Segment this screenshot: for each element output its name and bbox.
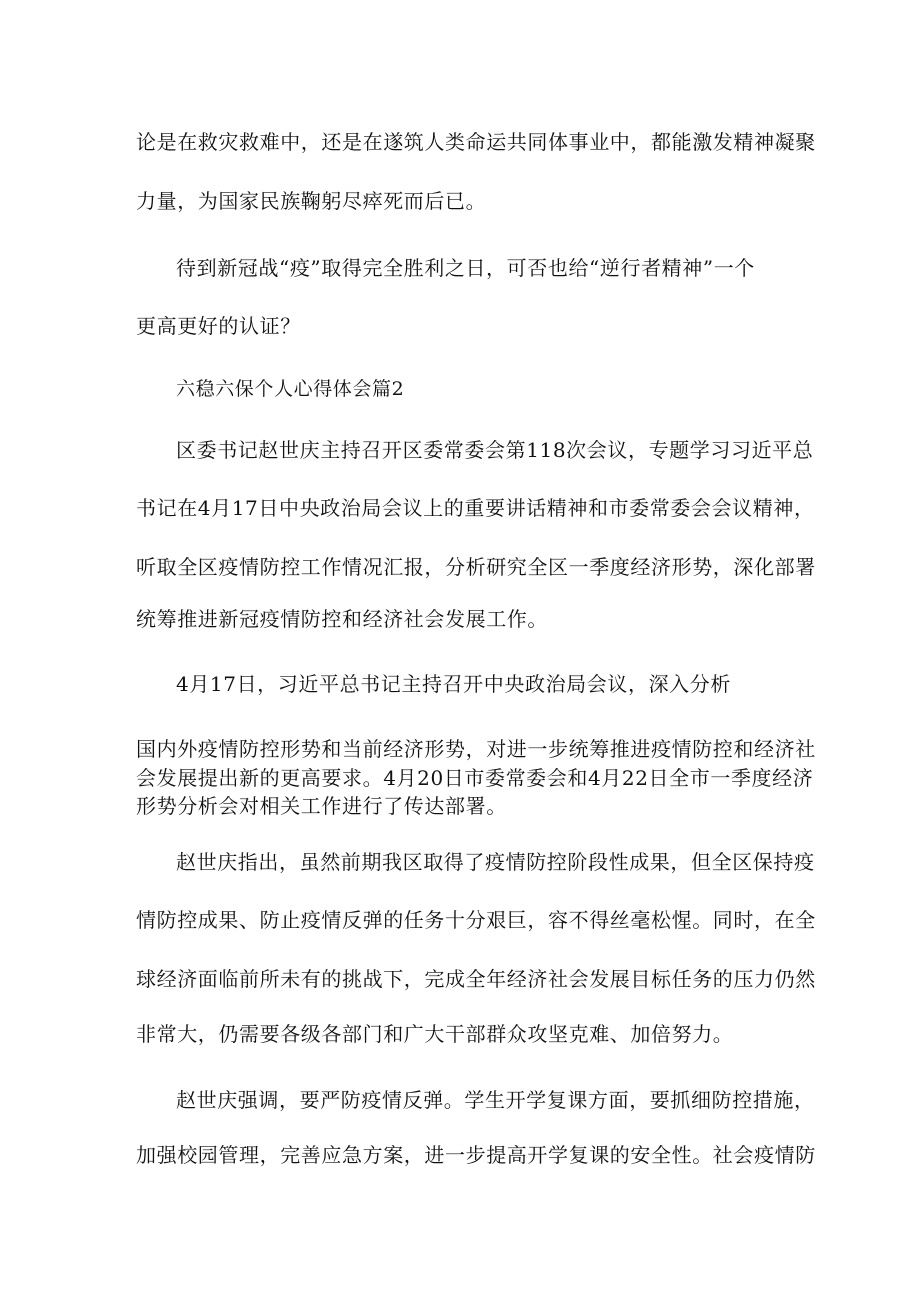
paragraph-3-line-2: 书记在4月17日中央政治局会议上的重要讲话精神和市委常委会会议精神， — [136, 496, 815, 520]
section-heading: 六稳六保个人心得体会篇2 — [176, 378, 405, 400]
paragraph-5-line-2: 会发展提出新的更高要求。4月20日市委常委会和4月22日全市一季度经济 — [136, 766, 814, 790]
paragraph-5-line-1: 国内外疫情防控形势和当前经济形势，对进一步统筹推进疫情防控和经济社 — [136, 737, 816, 761]
paragraph-7-line-1: 赵世庆强调，要严防疫情反弹。学生开学复课方面，要抓细防控措施， — [176, 1088, 815, 1112]
paragraph-5-line-3: 形势分析会对相关工作进行了传达部署。 — [136, 794, 507, 818]
paragraph-3-line-4: 统筹推进新冠疫情防控和经济社会发展工作。 — [136, 607, 548, 631]
paragraph-6-line-4: 非常大，仍需要各级各部门和广大干部群众攻坚克难、加倍努力。 — [136, 1022, 734, 1046]
paragraph-1-line-1: 论是在救灾救难中，还是在遂筑人类命运共同体事业中，都能激发精神凝聚 — [136, 130, 816, 154]
paragraph-6-line-2: 情防控成果、防止疫情反弹的任务十分艰巨，容不得丝毫松惺。同时，在全 — [136, 908, 816, 932]
paragraph-4-line-1: 4月17日，习近平总书记主持召开中央政治局会议，深入分析 — [176, 672, 731, 696]
paragraph-2-line-1: 待到新冠战“疫”取得完全胜利之日，可否也给“逆行者精神”一个 — [176, 256, 755, 280]
paragraph-7-line-2: 加强校园管理，完善应急方案，进一步提高开学复课的安全性。社会疫情防 — [136, 1143, 816, 1167]
paragraph-3-line-1: 区委书记赵世庆主持召开区委常委会第118次会议，专题学习习近平总 — [176, 438, 814, 462]
paragraph-1-line-2: 力量，为国家民族鞠躬尽瘁死而后已。 — [136, 189, 487, 213]
paragraph-2-line-2: 更高更好的认证？ — [136, 314, 301, 338]
paragraph-6-line-1: 赵世庆指出，虽然前期我区取得了疫情防控阶段性成果，但全区保持疫 — [176, 850, 815, 874]
paragraph-6-line-3: 球经济面临前所未有的挑战下，完成全年经济社会发展目标任务的压力仍然 — [136, 967, 816, 991]
paragraph-3-line-3: 听取全区疫情防控工作情况汇报，分析研究全区一季度经济形势，深化部署 — [136, 555, 816, 579]
